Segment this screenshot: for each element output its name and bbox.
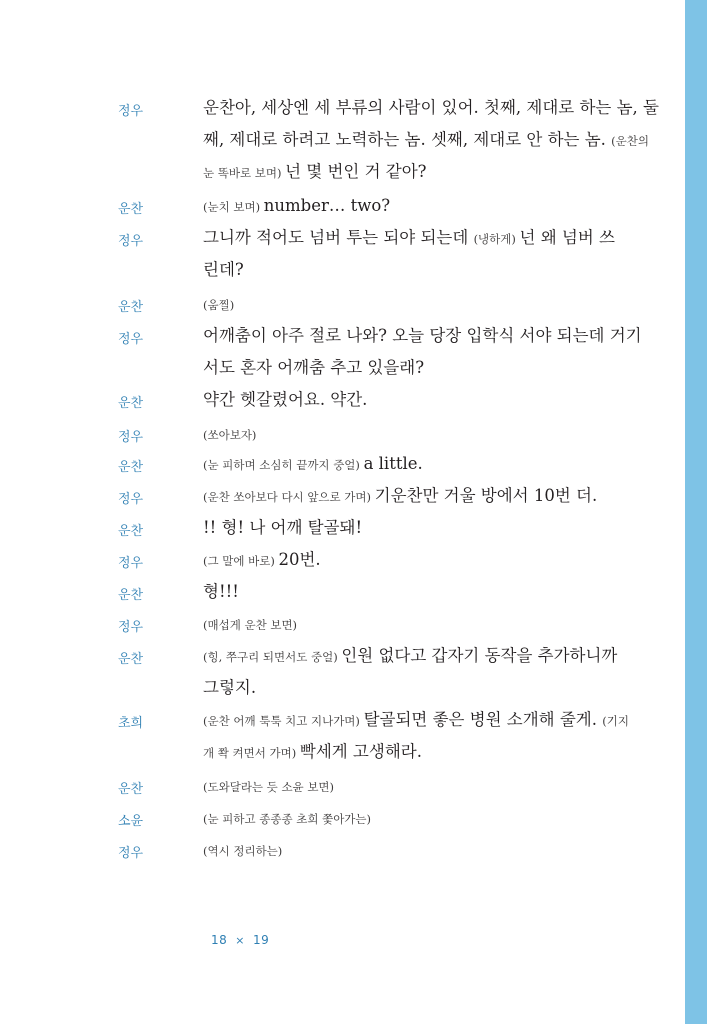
- stage-direction: (도와달라는 듯 소윤 보면): [203, 780, 335, 794]
- speaker-name: 운찬: [118, 300, 144, 315]
- stage-direction: (기지: [602, 714, 629, 728]
- line-text: [203, 388, 648, 412]
- line-text: [203, 806, 648, 831]
- speaker-name: 운찬: [118, 524, 144, 539]
- speaker-name: 정우: [118, 430, 144, 445]
- script-line: [0, 194, 685, 224]
- script-line: [0, 96, 685, 126]
- dialogue-text: 어깨춤이 아주 절로 나와? 오늘 당장 입학식 서야 되는데 거기: [203, 326, 642, 345]
- line-text: [203, 292, 648, 317]
- speaker-name: 운찬: [118, 460, 144, 475]
- line-text: [203, 676, 648, 700]
- script-line: [0, 226, 685, 256]
- stage-direction: (쏘아보자): [203, 428, 257, 442]
- line-text: [203, 774, 648, 799]
- script-line: [0, 292, 685, 322]
- script-line: [0, 160, 685, 190]
- script-line: [0, 676, 685, 706]
- speaker-name: 운찬: [118, 588, 144, 603]
- stage-direction: (눈 피하고 종종종 초희 쫓아가는): [203, 812, 372, 826]
- stage-direction: (운찬 쏘아보다 다시 앞으로 가며): [203, 490, 375, 504]
- line-text: [203, 356, 648, 380]
- script-line: [0, 740, 685, 770]
- script-line: [0, 356, 685, 386]
- speaker-name: 소윤: [118, 814, 144, 829]
- dialogue-text: 빡세게 고생해라.: [299, 742, 422, 761]
- line-text: [203, 96, 659, 120]
- stage-direction: (역시 정리하는): [203, 844, 283, 858]
- line-text: [203, 258, 648, 282]
- line-text: [203, 226, 648, 251]
- line-text: [203, 160, 648, 185]
- speaker-name: 운찬: [118, 202, 144, 217]
- script-line: [0, 258, 685, 288]
- dialogue-text: 형!!!: [203, 582, 239, 601]
- dialogue-text: 운찬아, 세상엔 세 부류의 사람이 있어. 첫째, 제대로 하는 놈, 둘: [203, 98, 659, 117]
- dialogue-text: 서도 혼자 어깨춤 추고 있을래?: [203, 358, 425, 377]
- script-line: [0, 612, 685, 642]
- stage-direction: (눈 피하며 소심히 끝까지 중얼): [203, 458, 364, 472]
- line-text: [203, 422, 648, 447]
- script-line: [0, 548, 685, 578]
- dialogue-text: 째, 제대로 하려고 노력하는 놈. 셋째, 제대로 안 하는 놈.: [203, 130, 612, 149]
- line-text: [203, 708, 648, 733]
- stage-direction: (움찔): [203, 298, 235, 312]
- script-line: [0, 128, 685, 158]
- script-line: [0, 516, 685, 546]
- line-text: [203, 838, 648, 863]
- line-text: [203, 324, 648, 348]
- page-number-left: 18: [211, 933, 228, 947]
- page-number-right: 19: [253, 933, 270, 947]
- speaker-name: 정우: [118, 332, 144, 347]
- line-text: [203, 580, 648, 604]
- line-text: [203, 516, 648, 540]
- speaker-name: 정우: [118, 492, 144, 507]
- dialogue-text: 그렇지.: [203, 678, 257, 697]
- line-text: [203, 484, 648, 509]
- script-line: [0, 484, 685, 514]
- dialogue-text: !! 형! 나 어깨 탈골돼!: [203, 518, 363, 537]
- speaker-name: 정우: [118, 104, 144, 119]
- script-line: [0, 580, 685, 610]
- dialogue-text: 넌 몇 번인 거 같아?: [285, 162, 427, 181]
- dialogue-text: a little.: [363, 454, 423, 473]
- speaker-name: 운찬: [118, 652, 144, 667]
- stage-direction: (매섭게 운찬 보면): [203, 618, 298, 632]
- script-line: [0, 644, 685, 674]
- side-color-band: [685, 0, 707, 1024]
- script-line: [0, 838, 685, 868]
- speaker-name: 운찬: [118, 782, 144, 797]
- script-line: [0, 324, 685, 354]
- script-line: [0, 774, 685, 804]
- stage-direction: (눈치 보며): [203, 200, 264, 214]
- speaker-name: 정우: [118, 620, 144, 635]
- speaker-name: 운찬: [118, 396, 144, 411]
- page-numbers: [211, 933, 269, 947]
- script-line: [0, 422, 685, 452]
- dialogue-text: number… two?: [263, 196, 391, 215]
- dialogue-text: 탈골되면 좋은 병원 소개해 줄게.: [363, 710, 603, 729]
- page-number-separator: ×: [235, 934, 245, 947]
- stage-direction: (운찬 어깨 툭툭 치고 지나가며): [203, 714, 364, 728]
- speaker-name: 정우: [118, 556, 144, 571]
- speaker-name: 초희: [118, 716, 144, 731]
- line-text: [203, 452, 648, 477]
- script-line: [0, 388, 685, 418]
- line-text: [203, 644, 648, 669]
- stage-direction: (운찬의: [611, 134, 649, 148]
- stage-direction: 개 쫙 켜면서 가며): [203, 746, 300, 760]
- dialogue-text: 린데?: [203, 260, 244, 279]
- line-text: [203, 612, 648, 637]
- line-text: [203, 740, 648, 765]
- dialogue-text: 20번.: [278, 550, 321, 569]
- line-text: [203, 128, 648, 153]
- line-text: [203, 548, 648, 573]
- dialogue-text: 인원 없다고 갑자기 동작을 추가하니까: [341, 646, 618, 665]
- dialogue-text: 그니까 적어도 넘버 투는 되야 되는데: [203, 228, 474, 247]
- stage-direction: 눈 똑바로 보며): [203, 166, 286, 180]
- script-line: [0, 708, 685, 738]
- speaker-name: 정우: [118, 234, 144, 249]
- script-line: [0, 806, 685, 836]
- stage-direction: (힝, 쭈구리 되면서도 중얼): [203, 650, 342, 664]
- speaker-name: 정우: [118, 846, 144, 861]
- line-text: [203, 194, 648, 219]
- stage-direction: (그 말에 바로): [203, 554, 279, 568]
- dialogue-text: 넌 왜 넘버 쓰: [519, 228, 615, 247]
- dialogue-text: 약간 헷갈렸어요. 약간.: [203, 390, 368, 409]
- dialogue-text: 기운찬만 거울 방에서 10번 더.: [374, 486, 598, 505]
- stage-direction: (냉하게): [473, 232, 520, 246]
- script-line: [0, 452, 685, 482]
